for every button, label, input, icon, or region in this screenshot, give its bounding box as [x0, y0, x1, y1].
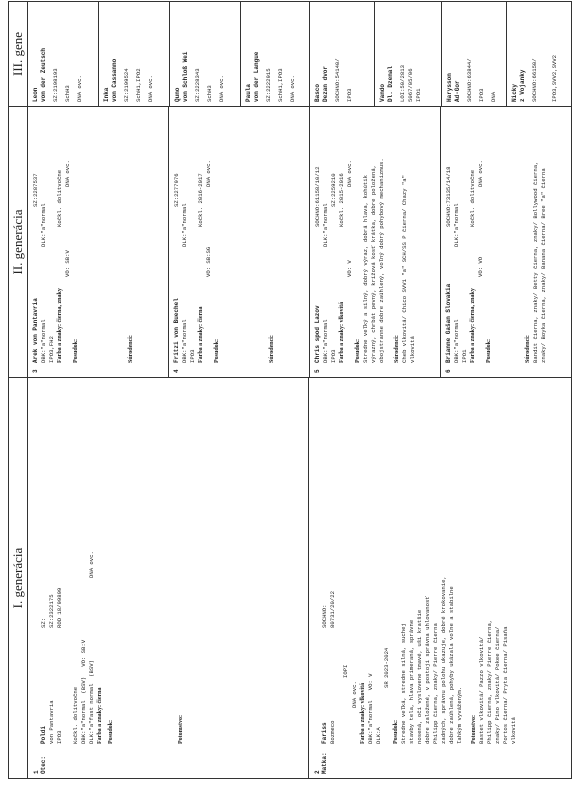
- g3-3-dna: DNA ovc.: [289, 75, 296, 102]
- dam-desc-2: stavby tela, hlava primeraná, správne: [408, 619, 415, 744]
- g3-1-kennel: von Cassanno: [111, 58, 118, 102]
- g2-5-name: Chris spod Lazov: [314, 305, 321, 363]
- dam-desc-5: Philipp čierna, znaky/ Pierre čierna: [432, 623, 439, 744]
- dam-dna: DNA ovc.: [351, 681, 358, 708]
- g2-4-dna: DNA ovc.: [205, 160, 212, 187]
- sire-potomstvo-label: Potomstvo:: [178, 715, 184, 744]
- sire-name: Poldi: [40, 725, 47, 744]
- g3-8-dna: DNA: [490, 91, 497, 102]
- g2-5-dna: DNA ovc.: [346, 160, 353, 187]
- dam-reg: SOCHNO:: [321, 604, 328, 628]
- g2-6-line-3b: Kočkl. dolitvočne: [469, 169, 476, 227]
- g3-1-titles: SchH1,IPO2: [135, 68, 142, 102]
- g3-5-kennel: Dezan dvor: [322, 65, 329, 102]
- g2-4-color: Farba a znaky: čierna: [198, 306, 204, 363]
- g3-9-kennel: z Vojanky: [519, 69, 526, 102]
- dam-offspring-4: Portos čierna/ Pryta čierna/ Pisaňa: [502, 626, 509, 744]
- g3-2-dna: DNA ovc.: [218, 75, 225, 102]
- g2-5-desc-1: Stredne veľký a silný, dobrý výraz, dobrá hlava, kohútik: [362, 175, 369, 363]
- g2-6-sibling-1: Bandit čierna, znaky/ Betty čierna, znaky/ Bollywood čierna,: [532, 161, 539, 363]
- g2-4-line-1b: DLK:"a"normal: [181, 203, 188, 247]
- dam-desc-6: zadných, správnu polohu ukazuje, dobré krokovanie,: [440, 576, 447, 744]
- g2-5-posudok: Posudok:: [355, 338, 361, 363]
- g3-5-reg: SOCHNO:54140/: [334, 58, 341, 102]
- g3-2-titles: SchH3: [206, 85, 213, 102]
- g2-5-srodenci: Súrodenci:: [394, 335, 400, 363]
- g2-6-srodenci: Súrodenci:: [525, 335, 531, 363]
- g2-5-sibling-1: Cheb vlkovitá/ Chico SVV1 "a" SCH/SS P čierna/ Chazy "a": [401, 175, 408, 363]
- g3-3-titles: SchH1,IPO3: [277, 68, 284, 102]
- g2-5-desc-3: obojstranne dobre zaúhlený, voľný dobrý pohybový mechanizmus.: [378, 158, 385, 363]
- g2-3-line-4: VO: SB:V: [64, 250, 71, 277]
- g3-2-name: Quno: [174, 87, 181, 102]
- g3-8-titles: IPO3: [478, 88, 485, 102]
- dam-offspring-1: Bastet vlkovitá/ Pazzo vlkovitá/: [478, 636, 485, 744]
- g3-7-kennel: Dl. Dzenal: [387, 65, 394, 102]
- g2-3-line-1b: DLK:"a"normal: [40, 203, 47, 247]
- g3-8-kennel: Ad-Gor: [454, 80, 461, 102]
- g2-5-line-4: VO: V: [346, 260, 353, 277]
- g3-3-name: Paula: [245, 83, 252, 102]
- g2-6-number: 6: [445, 369, 452, 373]
- g2-4-name: Fritzi von Buechel: [173, 298, 180, 363]
- g3-0-titles: SchH3: [64, 85, 71, 102]
- g3-0-reg: SZ:2198193: [52, 68, 59, 102]
- g2-5-color: Farba a znaky: vlkovitá: [339, 301, 345, 363]
- g3-9-reg: SOCHNO:66150/: [531, 58, 538, 102]
- g3-ancestor: [170, 2, 241, 106]
- g2-5-desc-2: výrazný, chrbát pevný, krížová kosť krátka, dobre položená,: [370, 164, 377, 363]
- dam-potomstvo-label: Potomstvo:: [471, 715, 477, 744]
- dam-desc-3: nosená, oči vyslovene tmavé, uši kratšie: [416, 609, 423, 744]
- generation-3-header: III. gene: [9, 2, 28, 106]
- g2-6-line-1b: DLK:"a"normal: [453, 203, 460, 247]
- g3-7-name: Vando: [379, 83, 386, 102]
- g2-4-line-1: DBK:"a"normal: [181, 319, 188, 363]
- g2-4-posudok: Posudok:: [214, 338, 220, 363]
- generation-2-column: [9, 106, 571, 377]
- g2-5-sibling-2: vlkovitá: [409, 336, 416, 363]
- dam-line-3: DLK:A: [375, 727, 382, 744]
- g3-7-reg2: 5067/05/06: [407, 68, 414, 102]
- generation-2-header: II. generácia: [9, 107, 28, 377]
- dam-name: Fariss: [321, 722, 328, 744]
- g3-ancestor: [507, 2, 571, 106]
- g3-2-reg: SZ:2228343: [194, 68, 201, 102]
- g2-3-posudok: Posudok:: [73, 338, 79, 363]
- g2-6-posudok: Posudok:: [486, 338, 492, 363]
- generation-1-header: I. generácia: [9, 378, 28, 778]
- g2-6-line-4: VO: VO: [477, 256, 484, 277]
- dam-label: Matka:: [321, 752, 328, 774]
- granddam-1-cell: [169, 107, 310, 377]
- g3-3-kennel: von der Langue: [253, 51, 260, 102]
- sire-reg2: SZ:: [40, 617, 47, 628]
- g2-4-line-2: IPO3: [189, 349, 196, 363]
- g2-5-line-1b: DLK:"a"normal: [322, 203, 329, 247]
- g2-6-sibling-2: znaky/ Boyka čierna, znaky/ Banana čierna/ Bree "a" čierna: [540, 168, 547, 363]
- g2-3-line-3b: Kočkl. dolitvočne: [56, 169, 63, 227]
- g3-ancestor: [99, 2, 170, 106]
- sire-cell: [28, 378, 309, 778]
- g2-3-line-2: IPO3,FH2: [48, 336, 55, 363]
- sire-label: Otec:: [40, 755, 47, 774]
- dam-rod: SR 2023-2024: [383, 647, 390, 688]
- g2-3-name: Arek von Pantavria: [32, 298, 39, 363]
- dam-posudok-label: Posudok:: [393, 719, 399, 744]
- g2-4-line-4: VO: SB:SG: [205, 246, 212, 277]
- dam-line-2: DBK:"a"normal VO: V: [367, 673, 374, 744]
- g2-5-line-3b: Kočkl. 2015-2016: [338, 173, 345, 227]
- generation-3-column: [9, 2, 571, 106]
- g2-5-line-1: DBK:"a"normal: [322, 319, 329, 363]
- sire-number: 1: [33, 770, 40, 774]
- dam-desc-8: ľahkým vyváženým.: [456, 686, 463, 744]
- g3-ancestor: [442, 2, 507, 106]
- sire-rod: ROD 18/99899: [56, 587, 63, 628]
- g2-4-number: 4: [173, 369, 180, 373]
- g3-ancestor: [241, 2, 310, 106]
- g2-5-reg: SOCHNO:61158/10/12: [314, 166, 321, 227]
- g3-1-dna: DNA ovc.: [147, 75, 154, 102]
- g2-5-number: 5: [314, 369, 321, 373]
- g3-0-kennel: von der Zeutsch: [40, 47, 47, 102]
- sire-dna: DNA ovc.: [88, 551, 95, 578]
- g2-6-line-2: IPO1: [461, 349, 468, 363]
- g2-6-color: Farba a znaky: čierna, znaky: [470, 288, 476, 363]
- g2-4-line-3b: Kočkl. 2016-2017: [197, 173, 204, 227]
- g2-5-line-2b: SZ:2259210: [330, 173, 337, 207]
- g3-ancestor: [310, 2, 375, 106]
- sire-line-1: Kočkl. dolitvočne: [72, 686, 79, 744]
- g3-5-name: Basco: [314, 83, 321, 102]
- g3-2-kennel: von Schloß Wei: [182, 51, 189, 102]
- dam-offspring-5: vlkovitá: [510, 717, 517, 744]
- g3-0-name: Leon: [32, 87, 39, 102]
- generation-1-column: [9, 377, 571, 778]
- g2-3-reg: SZ:2287537: [32, 173, 39, 207]
- dam-reg2: 80731/20/22: [329, 591, 336, 628]
- g2-3-line-1: DBK:"a"normal: [40, 319, 47, 363]
- grandsire-2-cell: [310, 107, 441, 377]
- sire-color: Farba a znaky: čierna: [97, 687, 103, 744]
- g3-ancestor: [375, 2, 442, 106]
- g3-1-reg: SZ:2199524: [123, 68, 130, 102]
- g2-4-srodenci: Súrodenci:: [269, 335, 275, 363]
- sire-posudok-label: Posudok:: [108, 719, 114, 744]
- sire-reg: SZ:2322175: [48, 594, 55, 628]
- g3-7-reg: LOI:50/2813: [399, 65, 406, 102]
- sire-code: IPO3: [56, 730, 63, 744]
- g3-0-dna: DNA ovc.: [76, 75, 83, 102]
- g2-3-color: Farba a znaky: čierna, znaky: [57, 288, 63, 363]
- g3-9-name: Nicky: [511, 83, 518, 102]
- dam-kennel: Bozmeco: [329, 720, 336, 744]
- dam-offspring-3: znaky/ Pino vlkovitá/ Pokee čierna/: [494, 626, 501, 744]
- g3-9-titles: IPO3,SVV2,SVV2: [551, 55, 558, 102]
- g3-8-reg: SOCHNO:63844/: [466, 58, 473, 102]
- dam-number: 2: [314, 770, 321, 774]
- dam-desc-4: dobre založené, v postoji správna uhlovanosť: [424, 596, 431, 744]
- dam-color: Farba a znaky: vlkovitá: [360, 682, 366, 744]
- pedigree-sheet: [8, 1, 572, 779]
- g2-4-reg: SZ:2277976: [173, 173, 180, 207]
- g2-6-reg: SOCHNO:73135/14/18: [445, 166, 452, 227]
- sire-kennel: von Pantavria: [48, 700, 55, 744]
- dam-code: IOPI: [342, 664, 349, 678]
- g2-5-line-2: IPO3: [330, 349, 337, 363]
- g3-1-name: Inka: [103, 87, 110, 102]
- sire-line-2: DBK:"a"normal (BSV) VO: SB:V: [80, 639, 87, 744]
- dam-cell: [309, 378, 571, 778]
- g3-ancestor: [28, 2, 99, 106]
- g2-6-dna: DNA ovc.: [477, 160, 484, 187]
- g3-5-titles: IPO3: [346, 88, 353, 102]
- dam-desc-1: Stredne veľká, stredne silná, suchej: [400, 623, 407, 744]
- g2-3-dna: DNA ovc.: [64, 160, 71, 187]
- g3-3-reg: SZ:2222915: [265, 68, 272, 102]
- sire-line-3: DLK:"a"fast normal (BSV): [88, 660, 95, 744]
- dam-offspring-2: Philipp čierna, znaky/ Pierre čierna,: [486, 619, 493, 744]
- g2-3-number: 3: [32, 369, 39, 373]
- g3-8-name: Harysson: [446, 73, 453, 102]
- grandsire-1-cell: [28, 107, 169, 377]
- g3-7-titles: IPO1: [415, 88, 422, 102]
- g2-3-srodenci: Súrodenci:: [128, 335, 134, 363]
- g2-6-name: Brianne Gašan Slovakia: [445, 283, 452, 363]
- g2-6-line-1: DBK:"a"normal: [453, 319, 460, 363]
- dam-desc-7: dobre zaúhlená, pohyby ukázala voľne a stabilne: [448, 586, 455, 744]
- granddam-2-cell: [441, 107, 571, 377]
